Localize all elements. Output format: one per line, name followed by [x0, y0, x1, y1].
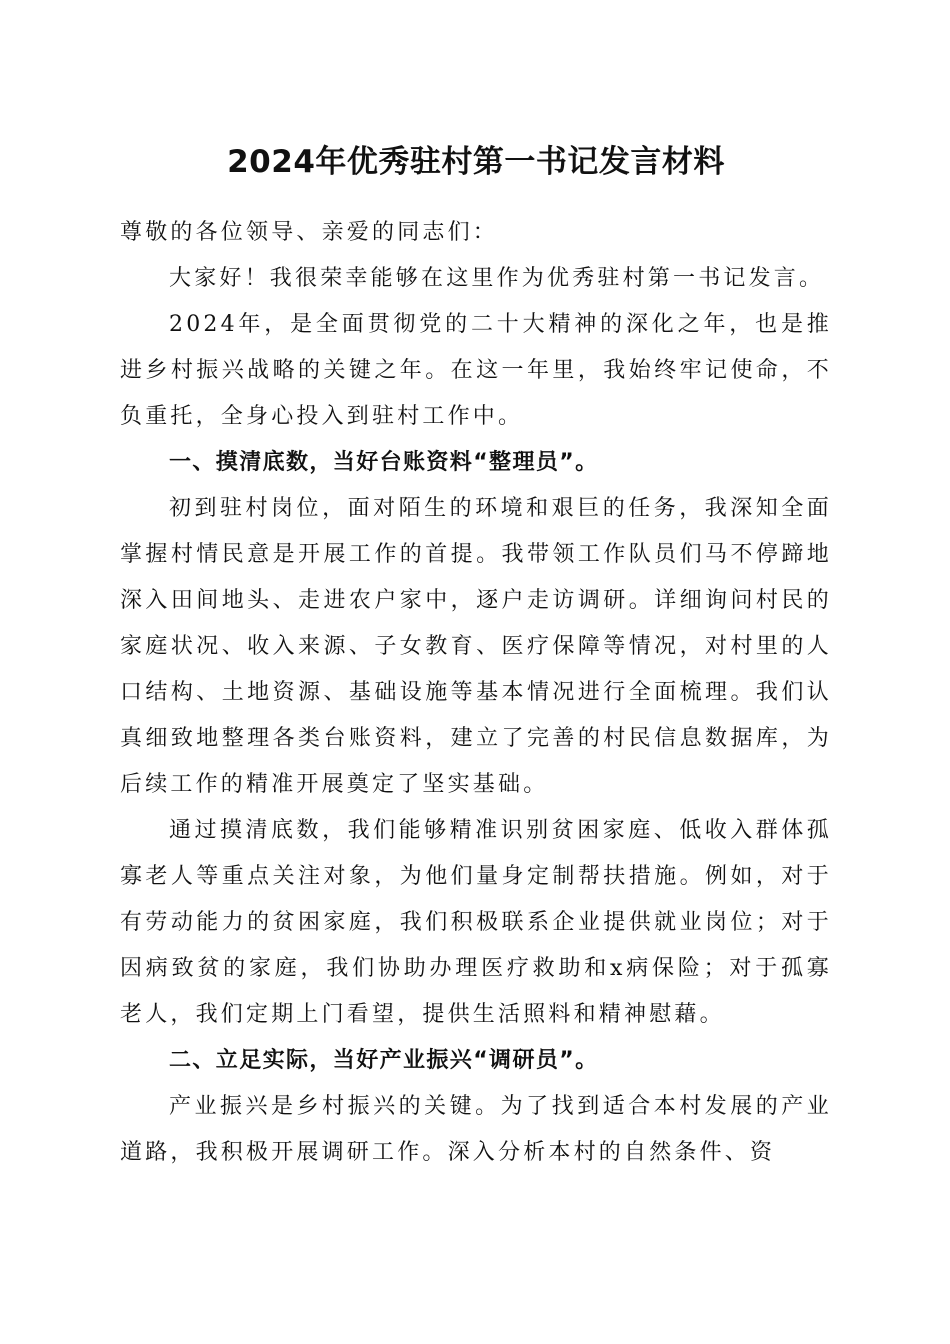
document-body	[120, 210, 832, 1176]
paragraph-section-1b: 通过摸清底数，我们能够精准识别贫困家庭、低收入群体孤寡老人等重点关注对象，为他们量身定制帮扶措施。例如，对于有劳动能力的贫困家庭，我们积极联系企业提供就业岗位；对于因病致贫的家庭，我们协助办理医疗救助和x病保险；对于孤寡老人，我们定期上门看望，提供生活照料和精神慰藉。	[120, 818, 832, 1027]
section-heading-1: 一、摸清底数，当好台账资料“整理员”。	[169, 450, 599, 475]
paragraph-intro: 2024年，是全面贯彻党的二十大精神的深化之年，也是推进乡村振兴战略的关键之年。在这一年里，我始终牢记使命，不负重托，全身心投入到驻村工作中。	[120, 312, 832, 429]
paragraph-section-1a: 初到驻村岗位，面对陌生的环境和艰巨的任务，我深知全面掌握村情民意是开展工作的首提。我带领工作队员们马不停蹄地深入田间地头、走进农户家中，逐户走访调研。详细询问村民的家庭状况、收入来源、子女教育、医疗保障等情况，对村里的人口结构、土地资源、基础设施等基本情况进行全面梳理。我们认真细致地整理各类台账资料，建立了完善的村民信息数据库，为后续工作的精准开展奠定了坚实基础。	[120, 496, 832, 797]
salutation: 尊敬的各位领导、亲爱的同志们：	[120, 220, 499, 245]
paragraph-section-2a: 产业振兴是乡村振兴的关键。为了找到适合本村发展的产业道路，我积极开展调研工作。深入分析本村的自然条件、资	[120, 1094, 832, 1165]
document-title: 2024年优秀驻村第一书记发言材料	[227, 144, 725, 180]
paragraph-greeting: 大家好！我很荣幸能够在这里作为优秀驻村第一书记发言。	[169, 266, 825, 291]
section-heading-2: 二、立足实际，当好产业振兴“调研员”。	[169, 1048, 599, 1073]
